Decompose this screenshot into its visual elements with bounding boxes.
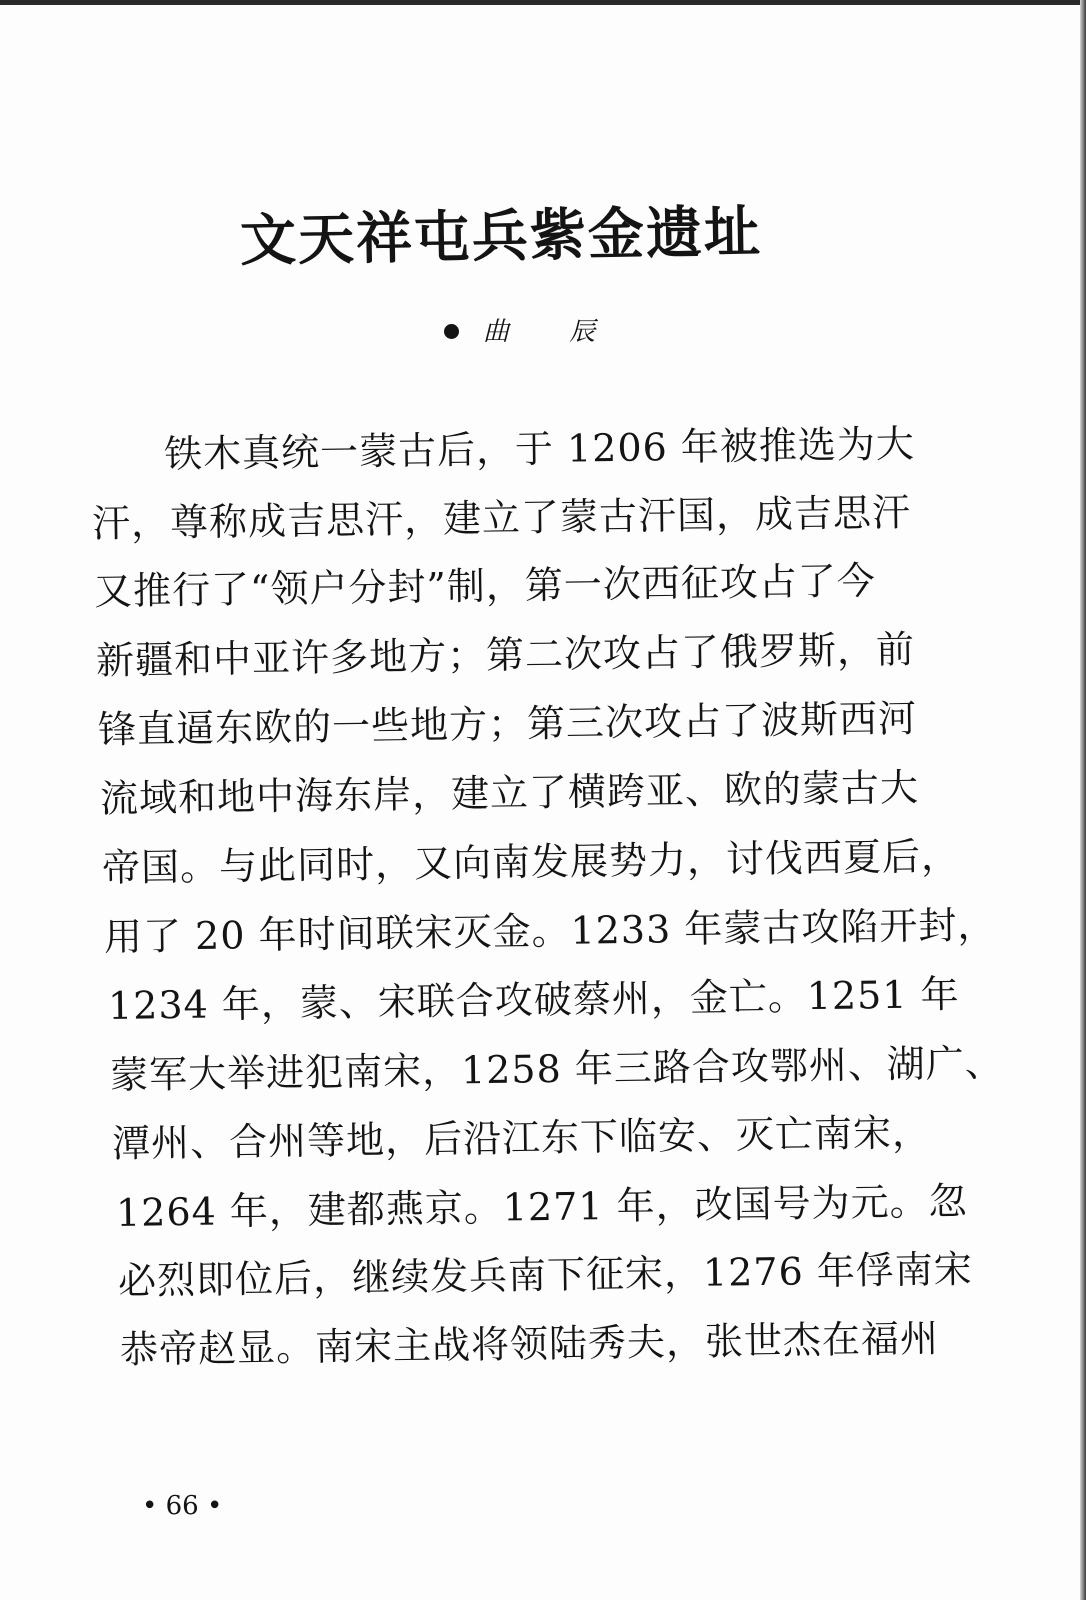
body-line: 流域和地中海东岸，建立了横跨亚、欧的蒙古大	[99, 765, 920, 821]
body-line: 汗，尊称成吉思汗，建立了蒙古汗国，成吉思汗	[91, 490, 912, 546]
author-name: 曲 辰	[483, 317, 622, 347]
body-line: 用了 20 年时间联宋灭金。1233 年蒙古攻陷开封，	[103, 902, 997, 960]
body-line: 铁木真统一蒙古后，于 1206 年被推选为大	[163, 421, 916, 477]
body-line: 必烈即位后，继续发兵南下征宋，1276 年俘南宋	[117, 1247, 974, 1303]
body-line: 又推行了“领户分封”制，第一次西征攻占了今	[93, 558, 877, 614]
body-line: 新疆和中亚许多地方；第二次攻占了俄罗斯，前	[95, 627, 916, 683]
body-line: 蒙军大举进犯南宋，1258 年三路合攻鄂州、湖广、	[109, 1040, 1005, 1098]
body-line: 1264 年，建都燕京。1271 年，改国号为元。忽	[115, 1179, 968, 1235]
body-line: 潭州、合州等地，后沿江东下临安、灭亡南宋，	[111, 1110, 932, 1166]
body-line: 恭帝赵显。南宋主战将领陆秀夫，张世杰在福州	[119, 1316, 940, 1372]
body-line: 1234 年，蒙、宋联合攻破蔡州，金亡。1251 年	[107, 972, 960, 1028]
body-line: 帝国。与此同时，又向南发展势力，讨伐西夏后，	[101, 834, 961, 890]
body-line: 锋直逼东欧的一些地方；第三次攻占了波斯西河	[97, 696, 918, 752]
page-number: • 66 •	[142, 1491, 223, 1521]
article-title: 文天祥屯兵紫金遗址	[239, 198, 763, 274]
